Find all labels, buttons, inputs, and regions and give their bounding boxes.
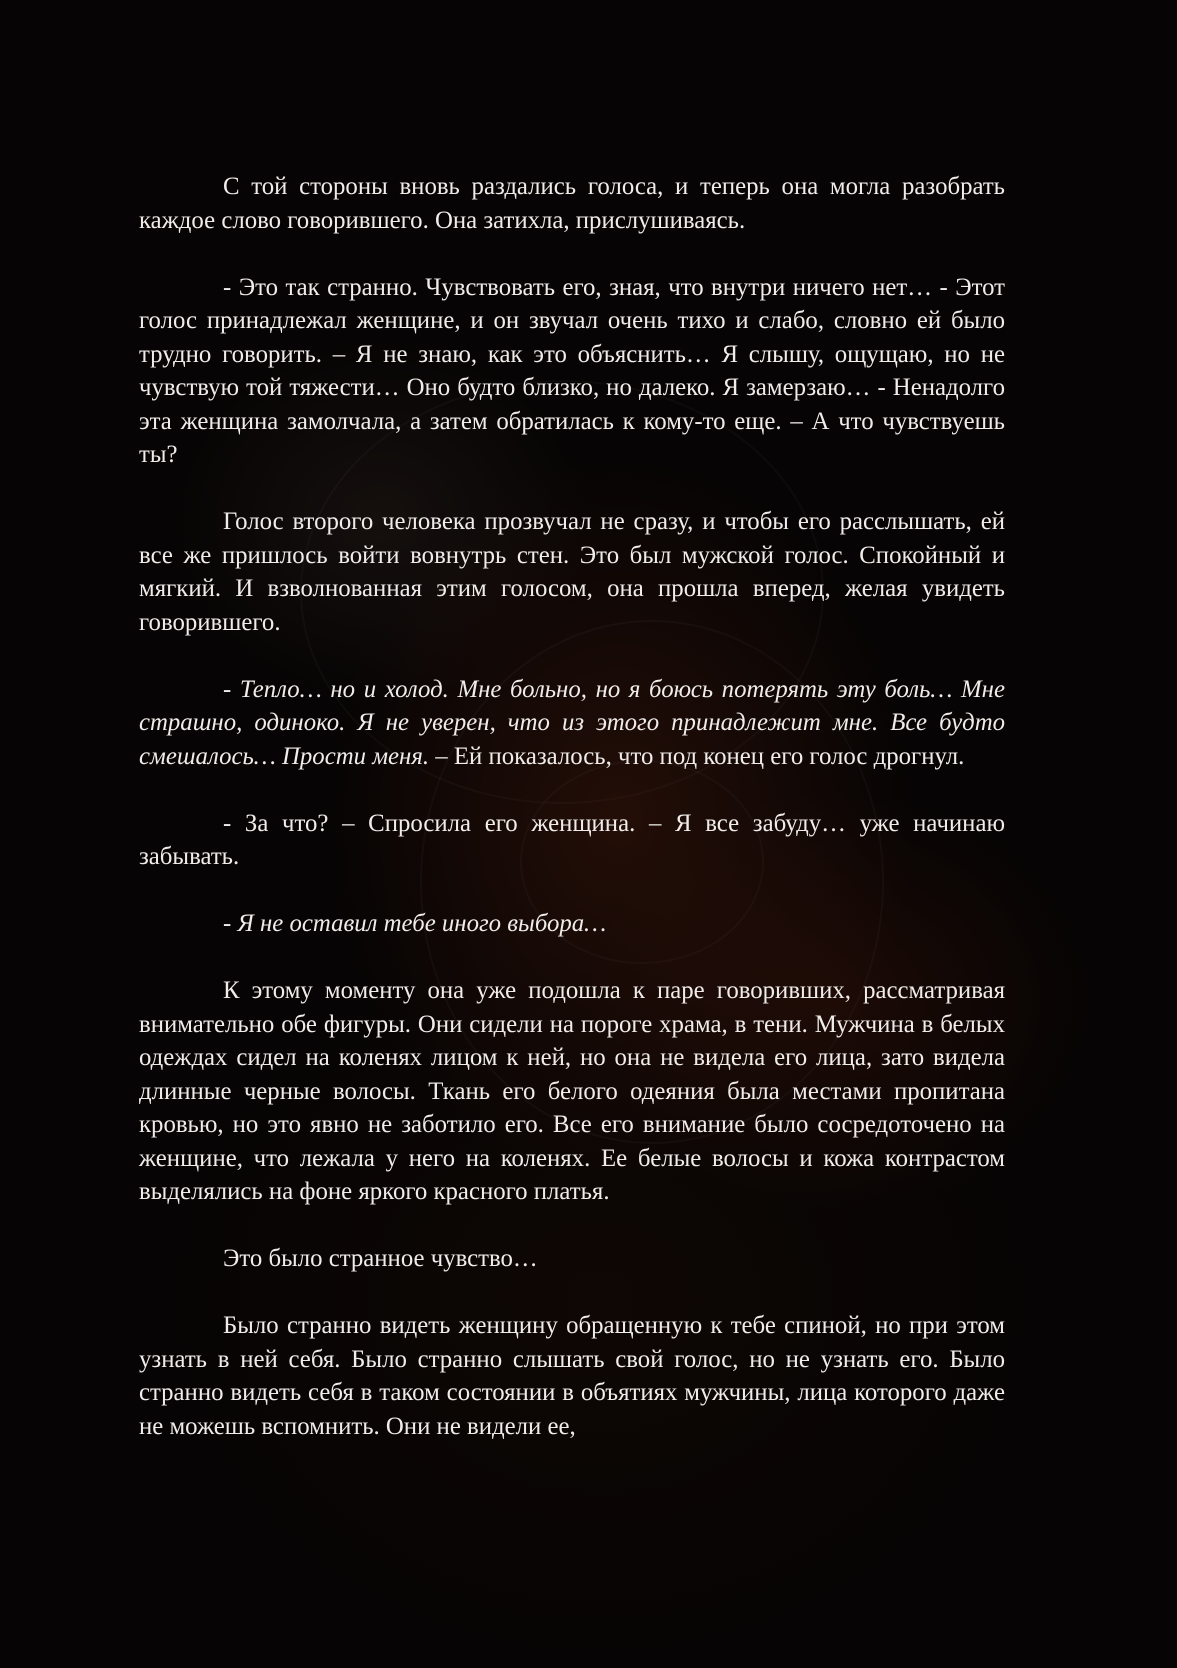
paragraph <box>139 673 1005 774</box>
paragraph-text: Было странно видеть женщину обращенную к тебе спиной, но при этом узнать в ней себя. Было странно слышать свой голос, но не узнать его. Было странно видеть себя в таком состоянии в объятиях мужчины, лица которого даже не можешь вспомнить. Они не видели ее, <box>139 1312 1005 1440</box>
italic-dialogue: - Тепло… но и холод. Мне больно, но я боюсь потерять эту боль… Мне страшно, одиноко. Я не уверен, что из этого принадлежит мне. Все будто смешалось… Прости меня. <box>139 675 1005 770</box>
paragraph <box>139 271 1005 472</box>
paragraph <box>139 907 1005 941</box>
paragraph <box>139 807 1005 874</box>
paragraph-text: К этому моменту она уже подошла к паре говоривших, рассматривая внимательно обе фигуры. Они сидели на пороге храма, в тени. Мужчина в белых одеждах сидел на коленях лицом к ней, но она не видела его лица, зато видела длинные черные волосы. Ткань его белого одеяния была местами пропитана кровью, но это явно не заботило его. Все его внимание было сосредоточено на женщине, что лежала у него на коленях. Ее белые волосы и кожа контрастом выделялись на фоне яркого красного платья. <box>139 977 1005 1205</box>
paragraph-text: Это было странное чувство… <box>223 1245 538 1272</box>
paragraph <box>139 170 1005 237</box>
paragraph <box>139 505 1005 639</box>
paragraph-text: - Это так странно. Чувствовать его, зная, что внутри ничего нет… - Этот голос принадлежал женщине, и он звучал очень тихо и слабо, словно ей было трудно говорить. – Я не знаю, как это объяснить… Я слышу, ощущаю, но не чувствую той тяжести… Оно будто близко, но далеко. Я замерзаю… - Ненадолго эта женщина замолчала, а затем обратилась к кому-то еще. – А что чувствуешь ты? <box>139 273 1005 468</box>
paragraph <box>139 1242 1005 1276</box>
paragraph <box>139 1309 1005 1443</box>
italic-dialogue: - Я не оставил тебе иного выбора… <box>223 910 607 937</box>
paragraph <box>139 974 1005 1209</box>
paragraph-text: - За что? – Спросила его женщина. – Я все забуду… уже начинаю забывать. <box>139 809 1005 870</box>
paragraph-text: Голос второго человека прозвучал не сразу, и чтобы его расслышать, ей все же пришлось войти вовнутрь стен. Это был мужской голос. Спокойный и мягкий. И взволнованная этим голосом, она прошла вперед, желая увидеть говорившего. <box>139 508 1005 636</box>
paragraph-text: С той стороны вновь раздались голоса, и теперь она могла разобрать каждое слово говорившего. Она затихла, прислушиваясь. <box>139 173 1005 234</box>
paragraph-text: – Ей показалось, что под конец его голос дрогнул. <box>429 742 965 770</box>
story-text <box>139 170 1005 1443</box>
